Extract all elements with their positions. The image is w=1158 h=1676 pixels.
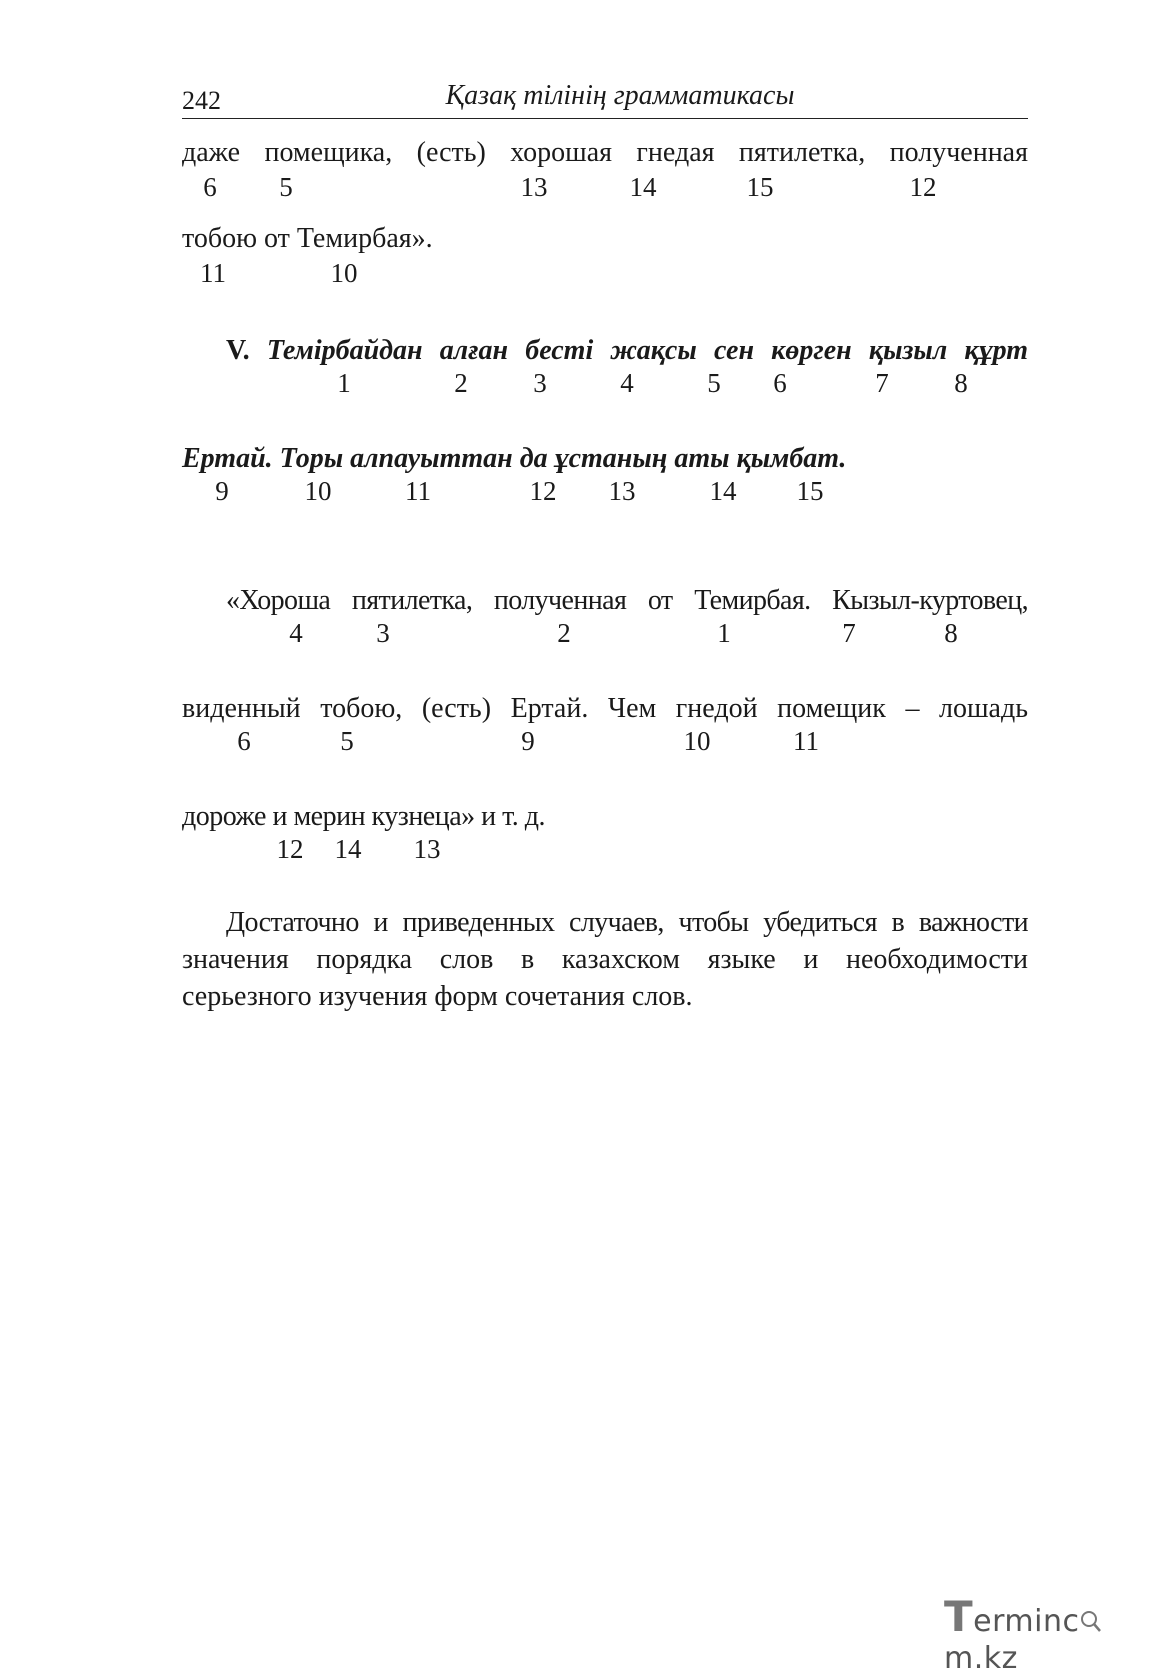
word-index: 11 bbox=[200, 258, 226, 288]
word-index: 13 bbox=[608, 476, 636, 506]
word-index: 4 bbox=[289, 618, 303, 648]
word-index: 11 bbox=[793, 726, 819, 756]
text-line: дороже и мерин кузнеца» и т. д. bbox=[182, 801, 546, 832]
word-index: 1 bbox=[717, 618, 731, 648]
page-number: 242 bbox=[182, 86, 221, 115]
watermark-text: m.kz bbox=[944, 1641, 1018, 1676]
word-index: 1 bbox=[337, 368, 351, 398]
word-index: 5 bbox=[707, 368, 721, 398]
word-index: 12 bbox=[909, 172, 937, 202]
kazakh-example-line bbox=[226, 334, 1028, 368]
paragraph-line: серьезного изучения форм сочетания слов. bbox=[182, 981, 693, 1012]
word-index: 12 bbox=[529, 476, 557, 506]
word-index: 3 bbox=[533, 368, 547, 398]
word-index: 2 bbox=[557, 618, 571, 648]
word-index: 5 bbox=[340, 726, 354, 756]
magnifier-icon bbox=[1080, 1609, 1102, 1633]
conclusion-paragraph bbox=[182, 904, 1028, 1015]
word-index: 14 bbox=[709, 476, 737, 506]
text-line: даже помещика, (есть) хорошая гнедая пятилетка, полученная bbox=[182, 137, 1028, 168]
word-index: 13 bbox=[520, 172, 548, 202]
word-index: 10 bbox=[683, 726, 711, 756]
paragraph-line: Достаточно и приведенных случаев, чтобы убедиться в важности bbox=[226, 907, 1028, 938]
site-watermark bbox=[944, 1592, 1158, 1676]
word-index: 8 bbox=[944, 618, 958, 648]
word-index: 4 bbox=[620, 368, 634, 398]
word-index: 6 bbox=[203, 172, 217, 202]
word-index: 14 bbox=[629, 172, 657, 202]
page-header bbox=[182, 78, 1028, 119]
word-index: 15 bbox=[796, 476, 824, 506]
word-index: 15 bbox=[746, 172, 774, 202]
word-index: 10 bbox=[304, 476, 332, 506]
word-index: 9 bbox=[215, 476, 229, 506]
word-index: 10 bbox=[330, 258, 358, 288]
running-title: Қазақ тілінің грамматикасы bbox=[445, 80, 795, 111]
word-index: 11 bbox=[405, 476, 431, 506]
word-index: 5 bbox=[279, 172, 293, 202]
section-roman-numeral: V. bbox=[226, 335, 250, 366]
word-index: 8 bbox=[954, 368, 968, 398]
word-index: 9 bbox=[521, 726, 535, 756]
word-index: 14 bbox=[334, 834, 362, 864]
text-line: «Хороша пятилетка, полученная от Темирбая. Кызыл-куртовец, bbox=[226, 585, 1028, 616]
watermark-text: erminc bbox=[973, 1604, 1080, 1639]
word-index: 12 bbox=[276, 834, 304, 864]
word-index: 6 bbox=[773, 368, 787, 398]
kazakh-sentence: Ертай. Торы алпауыттан да ұстаның аты қымбат. bbox=[182, 443, 847, 474]
kazakh-sentence: Темірбайдан алған бесті жақсы сен көрген қызыл құрт bbox=[266, 335, 1029, 366]
word-index: 13 bbox=[413, 834, 441, 864]
word-index: 3 bbox=[376, 618, 390, 648]
word-index: 7 bbox=[875, 368, 889, 398]
paragraph-line: значения порядка слов в казахском языке и необходимости bbox=[182, 944, 1028, 975]
watermark-letter: T bbox=[944, 1592, 974, 1641]
word-index: 6 bbox=[237, 726, 251, 756]
word-index: 2 bbox=[454, 368, 468, 398]
text-line: виденный тобою, (есть) Ертай. Чем гнедой помещик – лошадь bbox=[182, 693, 1028, 724]
text-line: тобою от Темирбая». bbox=[182, 223, 433, 254]
word-index: 7 bbox=[842, 618, 856, 648]
